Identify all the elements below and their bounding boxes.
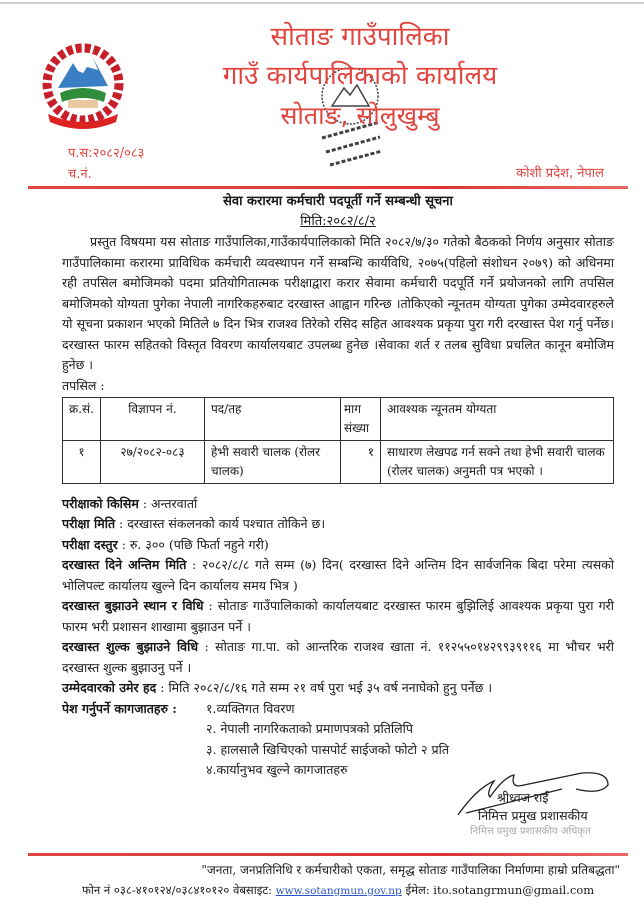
col-qualification: आवश्यक न्यूनतम योग्यता (380, 397, 613, 440)
nepal-emblem-logo (38, 38, 128, 130)
signatory-title: निमित्त प्रमुख प्रशासकीय (478, 807, 588, 823)
province-label: कोशी प्रदेश, नेपाल (516, 166, 604, 181)
footer-divider (28, 853, 628, 856)
cell-advert-no: २७/२०८२-०८३ (100, 440, 204, 483)
notice-date (62, 212, 614, 232)
email-text: ईमेल: ito.sotangrmun@gmail.com (405, 882, 595, 897)
reference-number: प.स:२०८२/०८३ (68, 146, 145, 161)
detail-exam-date: परीक्षा मिति : दरखास्त संकलनको कार्य पश्चात तोकिने छ। (62, 516, 326, 531)
scan-edge (0, 2, 644, 4)
notice-body: प्रस्तुत विषयमा यस सोताङ गाउँपालिका,गाउँकार्यपालिकाको मिति २०८२/७/३० गतेको बैठकको निर्णय अनुसार सोताङ गाउँपालिकामा करारमा प्राविधिक कर्मचारी व्यवस्थापन गर्ने सम्बन्धि कार्यविधि, २०७५(पहिलो संशोधन २०७९) को अधिनमा रही तपसिल बमोजिमको पदमा प्रतियोगितात्मक परीक्षाद्वारा करार सेवामा कर्मचारी पदपूर्ति गर्ने प्रयोजनको लागि तपसिल बमोजिमको योग्यता पुगेका नेपाली नागरिकहरुबाट दरखास्त आह्वान गरिन्छ ।तोकिएको न्यूनतम योग्यता पुगेका उम्मेदवारहरुले यो सूचना प्रकाशन भएको मितिले ७ दिन भित्र राजश्व तिरेको रसिद सहित आवश्यक प्रकृया पुरा गरी दरखास्त पेश गर्नु पर्नेछ। दरखास्त फारम सहितको विस्तृत विवरण कार्यालयबाट उपलब्ध हुनेछ ।सेवाका शर्त र तलब सुविधा प्रचलित कानून बमोजिम हुनेछ । (62, 234, 614, 372)
cell-post: हेभी सवारी चालक (रोलर चालक) (204, 440, 340, 483)
cell-serial: १ (63, 440, 101, 483)
table-row (63, 440, 614, 483)
footer-contact (0, 880, 644, 901)
col-post: पद/तह (204, 397, 340, 440)
dispatch-number: च.नं. (68, 167, 92, 182)
notice-title: सेवा करारमा कर्मचारी पदपूर्ती गर्ने सम्बन्धी सूचना (223, 194, 453, 209)
col-serial: क्र.सं. (63, 397, 101, 440)
document-item: ४.कार्यानुभव खुल्ने कागजातहरु (206, 762, 348, 777)
document-item: २. नेपाली नागरिकताको प्रमाणपत्रको प्रतिलिपि (206, 721, 413, 736)
notice-date-text: मिति:२०८२/८/२ (300, 214, 376, 229)
office-heading (180, 18, 540, 135)
col-demand: माग संख्या (340, 397, 380, 440)
header-divider (28, 186, 628, 189)
detail-deadline: दरखास्त दिने अन्तिम मिति : २०८२/८/८ गते सम्म (७) दिन( दरखास्त दिने अन्तिम दिन सार्वजनिक बिदा परेमा त्यसको भोलिपल्ट कार्यालय खुल्ने दिन कार्यालय समय भित्र ) (62, 557, 614, 593)
detail-exam-type: परीक्षाको किसिम : अन्तरवार्ता (62, 495, 198, 511)
office-subtitle: गाउँ कार्यपालिकाको कार्यालय (222, 61, 498, 91)
signatory-stamp: निमित्त प्रमुख प्रशासकीय अधिकृत (470, 825, 591, 837)
signatory-name: श्रीध्वज राई (497, 789, 549, 805)
signature-block (440, 783, 630, 849)
office-location: सोताङ, सोलुखुम्बु (280, 101, 440, 130)
vacancy-table (62, 397, 614, 484)
document-item: ३. हालसालै खिचिएको पासपोर्ट साईजको फोटो २ प्रति (206, 741, 449, 757)
document-body (0, 186, 644, 901)
detail-fee-method: दरखास्त शुल्क बुझाउने विधि : सोताङ गा.पा. को आन्तरिक राजश्व खाता नं. ११२५५०१४२९९३९११६ मा भौचर भरी दरखास्त शुल्क बुझाउनु पर्ने । (62, 639, 614, 675)
documents-label: पेश गर्नुपर्ने कागजातहरु : (62, 700, 177, 716)
website-link[interactable]: www.sotangmun.gov.np (275, 884, 402, 897)
cell-demand: १ (340, 440, 380, 483)
col-advert-no: विज्ञापन नं. (100, 397, 204, 440)
document-item: १.व्यक्तिगत विवरण (206, 700, 295, 716)
table-header-row (63, 397, 614, 440)
detail-age-limit: उम्मेदवारको उमेर हद : मिति २०८२/८/१६ गते सम्म २१ वर्ष पुरा भई ३५ वर्ष ननाघेको हुनु पर्नेछ । (62, 680, 493, 695)
footer-slogan: "जनता, जनप्रतिनिधि र कर्मचारीको एकता, समृद्ध सोताङ गाउँपालिका निर्माणमा हाम्रो प्रतिबद्धता" (201, 862, 620, 877)
tapsil-label: तपसिल : (62, 377, 105, 393)
detail-submission-place: दरखास्त बुझाउने स्थान र विधि : सोताङ गाउँपालिकाको कार्यालयबाट दरखास्त फारम बुझिलिई आवश्यक प्रकृया पुरा गरी फारम भरी प्रशासन शाखामा बुझाउन पर्ने । (62, 598, 614, 634)
phone-text: फोन नं ०३८-४१०१२४/०३८४१०१२० वेबसाइट: (82, 882, 273, 897)
office-name: सोताङ गाउँपालिका (270, 22, 450, 52)
cell-qualification: साधारण लेखपढ गर्न सक्ने तथा हेभी सवारी चालक (रोलर चालक) अनुमती पत्र भएको । (380, 440, 613, 483)
details-list (62, 494, 614, 699)
detail-exam-fee: परीक्षा दस्तुर : रु. ३०० (पछि फिर्ता नहुने गरी) (62, 536, 269, 552)
